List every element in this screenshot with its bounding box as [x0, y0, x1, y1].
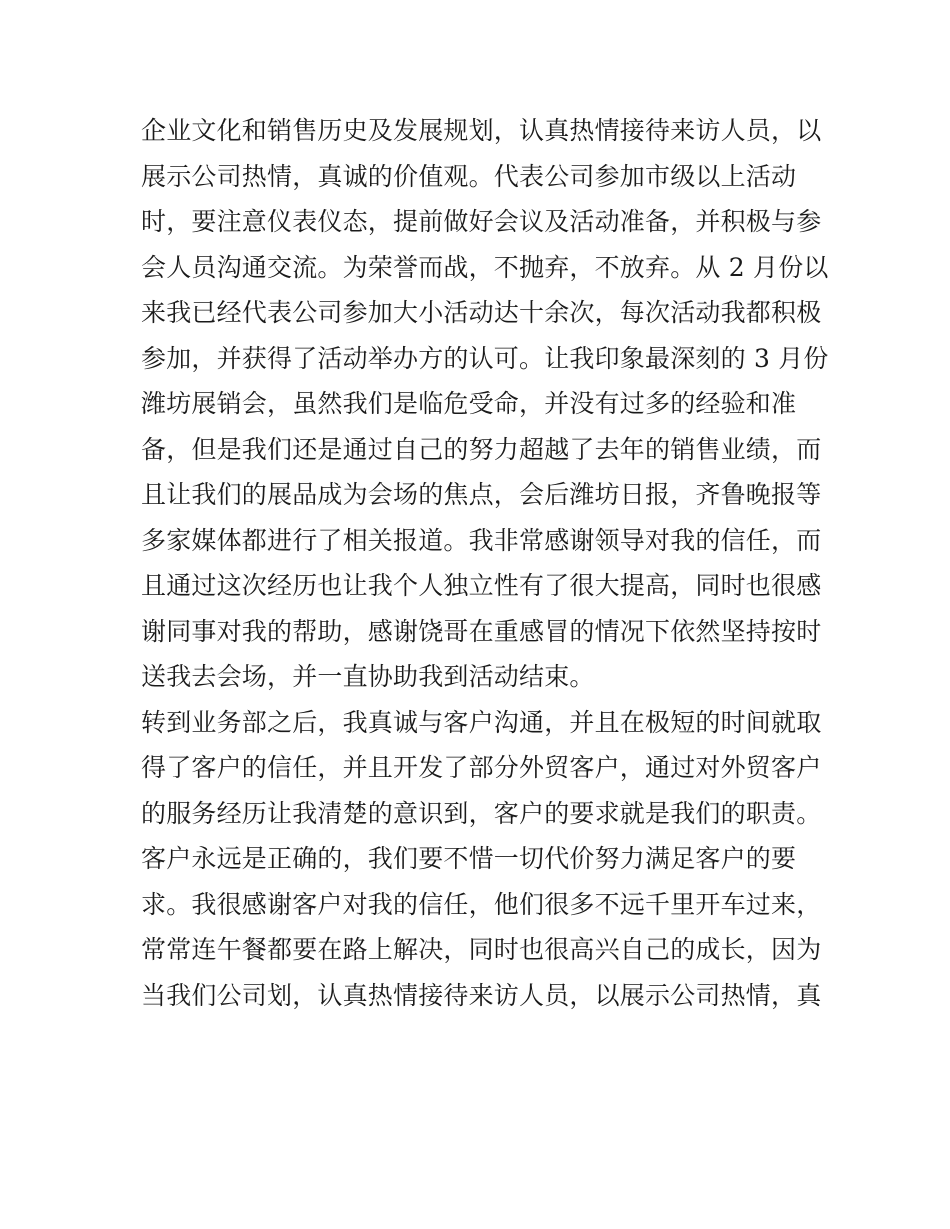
- text-line: 当我们公司划，认真热情接待来访人员，以展示公司热情，真: [141, 980, 822, 1010]
- text-line: 得了客户的信任，并且开发了部分外贸客户，通过对外贸客户: [141, 753, 822, 782]
- text-line: 潍坊展销会，虽然我们是临危受命，并没有过多的经验和准: [141, 389, 797, 418]
- text-line: 多家媒体都进行了相关报道。我非常感谢领导对我的信任，而: [141, 525, 822, 555]
- text-line: 的服务经历让我清楚的意识到，客户的要求就是我们的职责。: [141, 798, 822, 828]
- text-line: 时，要注意仪表仪态，提前做好会议及活动准备，并积极与参: [141, 207, 822, 236]
- text-line: 转到业务部之后，我真诚与客户沟通，并且在极短的时间就取: [141, 707, 822, 737]
- text-line: 谢同事对我的帮助，感谢饶哥在重感冒的情况下依然坚持按时: [141, 616, 822, 646]
- text-line: 客户永远是正确的，我们要不惜一切代价努力满足客户的要: [141, 844, 797, 873]
- text-line: 企业文化和销售历史及发展规划，认真热情接待来访人员，以: [141, 116, 822, 145]
- text-line: 且让我们的展品成为会场的焦点，会后潍坊日报，齐鲁晚报等: [141, 480, 822, 509]
- text-line: 来我已经代表公司参加大小活动达十余次，每次活动我都积极: [141, 298, 822, 327]
- text-line: 常常连午餐都要在路上解决，同时也很高兴自己的成长，因为: [141, 935, 822, 964]
- text-line: 备，但是我们还是通过自己的努力超越了去年的销售业绩，而: [141, 434, 822, 464]
- text-line: 会人员沟通交流。为荣誉而战，不抛弃，不放弃。从 2 月份以: [141, 252, 829, 282]
- text-line: 且通过这次经历也让我个人独立性有了很大提高，同时也很感: [141, 571, 822, 600]
- text-line: 送我去会场，并一直协助我到活动结束。: [141, 662, 595, 691]
- text-line: 求。我很感谢客户对我的信任，他们很多不远千里开车过来，: [141, 889, 822, 919]
- text-line: 参加，并获得了活动举办方的认可。让我印象最深刻的 3 月份: [141, 343, 829, 373]
- body-text: [141, 108, 829, 1018]
- text-line: 展示公司热情，真诚的价值观。代表公司参加市级以上活动: [141, 161, 797, 191]
